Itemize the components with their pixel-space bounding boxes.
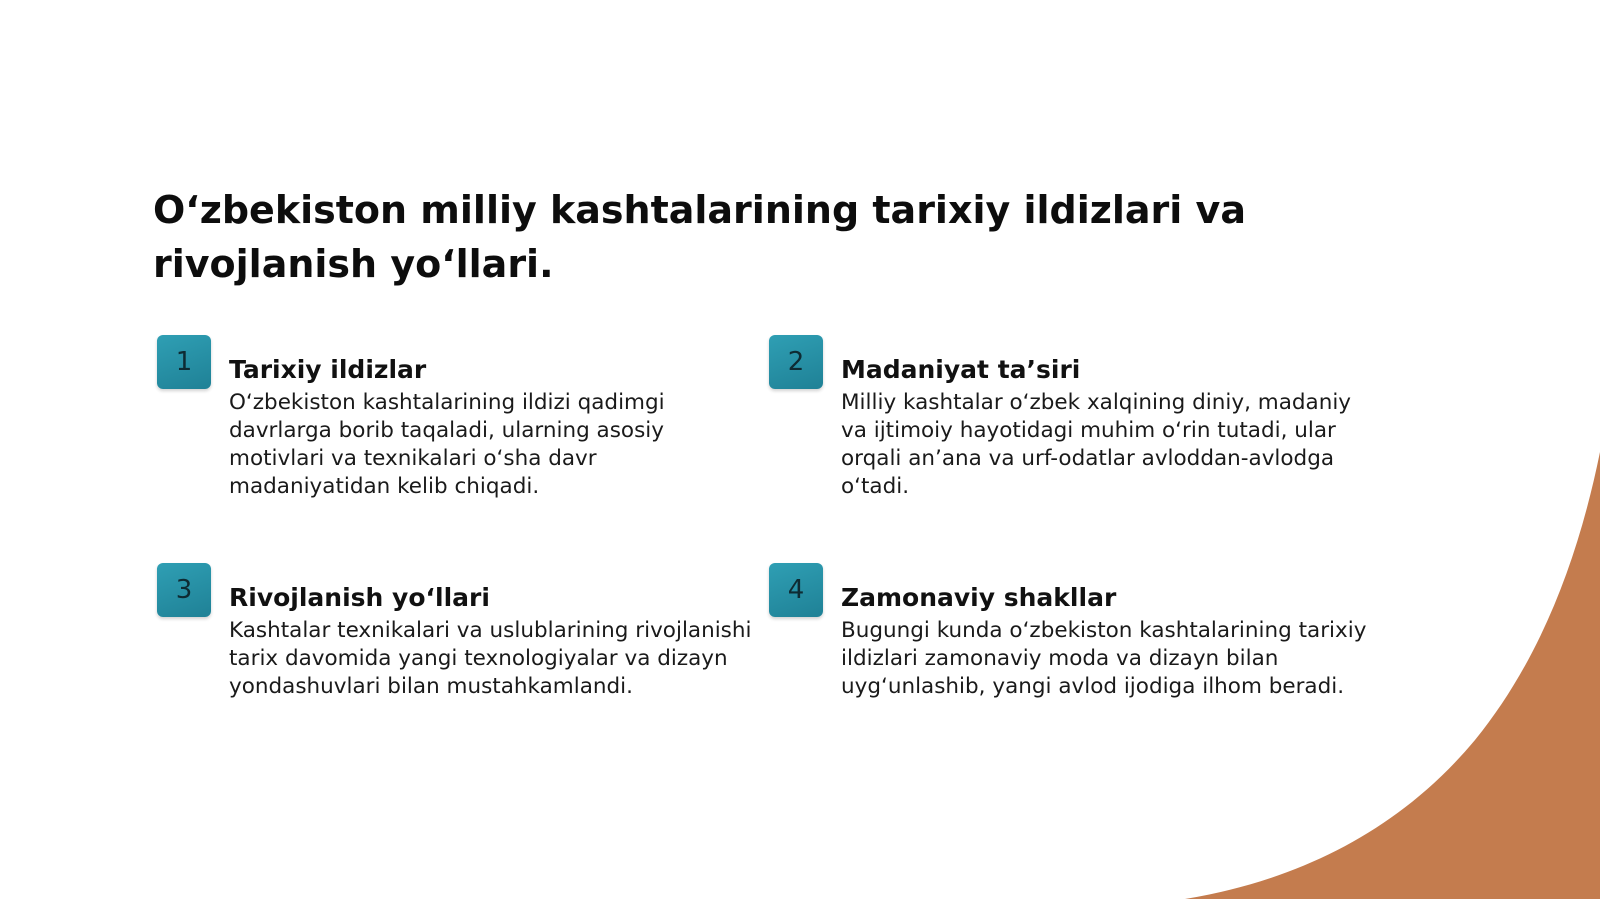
point-title-3: Rivojlanish yo‘llari (229, 583, 490, 612)
point-text-2: Milliy kashtalar o‘zbek xalqining diniy, madaniy va ijtimoiy hayotidagi muhim o‘rin tutadi, ular orqali an’ana va urf-odatlar avloddan-avlodga o‘tadi. (841, 390, 1352, 499)
point-text-3: Kashtalar texnikalari va uslublarining rivojlanishi tarix davomida yangi texnologiyalar va dizayn yondashuvlari bilan mustahkamlandi. (229, 618, 752, 699)
number-badge-3: 3 (157, 563, 211, 617)
number-badge-4: 4 (769, 563, 823, 617)
point-title-2: Madaniyat ta’siri (841, 355, 1081, 384)
point-title-1: Tarixiy ildizlar (229, 355, 427, 384)
point-text-4: Bugungi kunda o‘zbekiston kashtalarining tarixiy ildizlari zamonaviy moda va dizayn bilan uyg‘unlashib, yangi avlod ijodiga ilhom beradi. (841, 618, 1367, 699)
point-text-1: O‘zbekiston kashtalarining ildizi qadimgi davrlarga borib taqaladi, ularning asosiy motivlari va texnikalari o‘sha davr madaniyatidan kelib chiqadi. (229, 390, 665, 499)
number-badge-2: 2 (769, 335, 823, 389)
point-title-4: Zamonaviy shakllar (841, 583, 1117, 612)
slide-title: O‘zbekiston milliy kashtalarining tarixiy ildizlari va rivojlanish yo‘llari. (153, 188, 1246, 286)
number-badge-1: 1 (157, 335, 211, 389)
